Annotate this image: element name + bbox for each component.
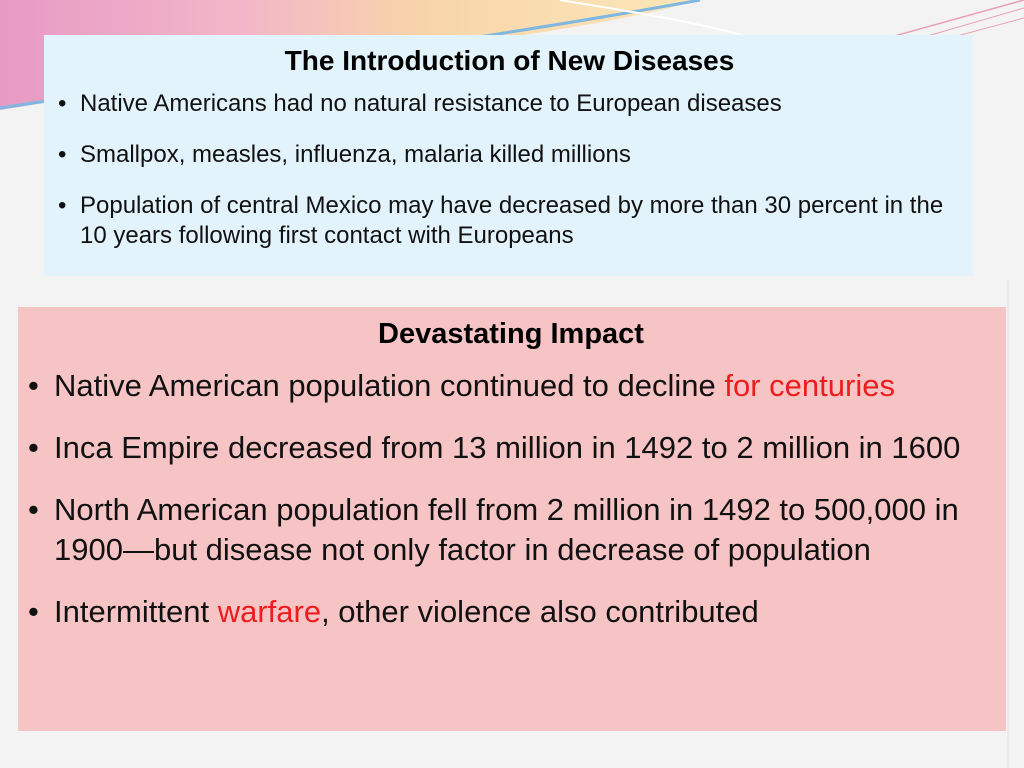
intro-bullet bbox=[58, 140, 961, 170]
intro-bullet bbox=[58, 89, 961, 119]
impact-bullet-list bbox=[28, 366, 994, 632]
intro-bullet-text: Smallpox, measles, influenza, malaria killed millions bbox=[80, 141, 631, 168]
impact-bullet-text: Native American population continued to decline bbox=[54, 368, 725, 403]
impact-bullet bbox=[28, 428, 994, 468]
impact-highlight-text: warfare bbox=[217, 594, 322, 629]
intro-title: The Introduction of New Diseases bbox=[284, 45, 735, 76]
impact-bullet bbox=[28, 592, 994, 632]
bullet-dot-icon: • bbox=[58, 192, 67, 219]
impact-bullet-text: North American population fell from 2 million in 1492 to 500,000 in 1900—but disease not only factor in decrease of population bbox=[54, 492, 959, 567]
bullet-dot-icon: • bbox=[58, 90, 67, 117]
impact-bullet bbox=[28, 366, 994, 406]
bullet-dot-icon: • bbox=[58, 141, 67, 168]
impact-panel bbox=[18, 307, 1006, 731]
bullet-dot-icon: • bbox=[28, 594, 39, 629]
impact-highlight-text: for centuries bbox=[724, 368, 895, 403]
bullet-dot-icon: • bbox=[28, 368, 39, 403]
impact-title: Devastating Impact bbox=[378, 318, 644, 350]
intro-bullet bbox=[58, 191, 961, 251]
bullet-dot-icon: • bbox=[28, 492, 39, 527]
impact-bullet bbox=[28, 490, 994, 570]
intro-bullet-list bbox=[58, 89, 961, 251]
impact-bullet-text: Intermittent bbox=[54, 594, 218, 629]
bullet-dot-icon: • bbox=[28, 430, 39, 465]
intro-bullet-text: Native Americans had no natural resistance to European diseases bbox=[80, 90, 782, 117]
intro-panel bbox=[44, 35, 973, 276]
impact-bullet-text-after: , other violence also contributed bbox=[321, 594, 759, 629]
impact-bullet-text: Inca Empire decreased from 13 million in 1492 to 2 million in 1600 bbox=[54, 430, 961, 465]
intro-bullet-text: Population of central Mexico may have decreased by more than 30 percent in the 10 years following first contact with Europeans bbox=[80, 192, 944, 249]
